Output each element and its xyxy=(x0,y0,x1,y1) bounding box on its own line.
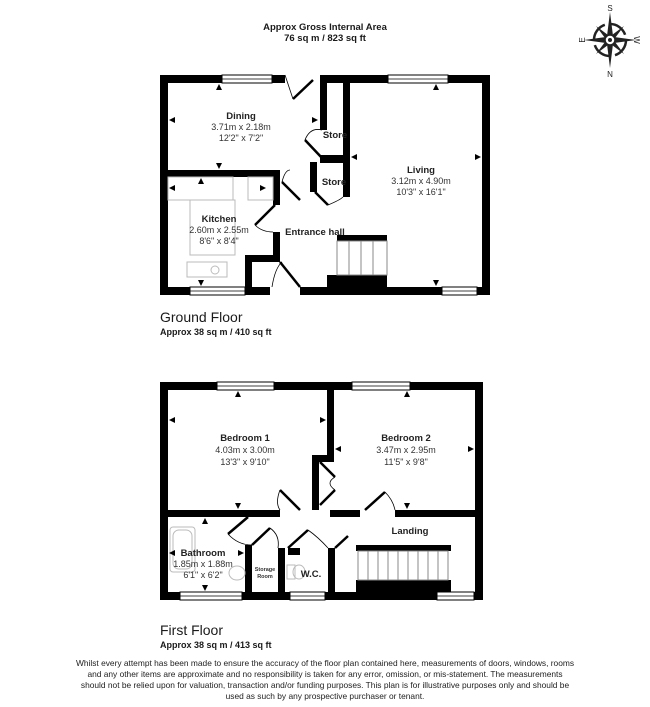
svg-text:N: N xyxy=(607,70,613,79)
svg-text:Bedroom 2: Bedroom 2 xyxy=(381,433,431,444)
svg-text:Kitchen: Kitchen xyxy=(201,214,237,225)
svg-text:W: W xyxy=(632,36,641,44)
room-living xyxy=(391,165,451,197)
svg-text:3.47m x 2.95m: 3.47m x 2.95m xyxy=(376,445,436,455)
room-bathroom xyxy=(173,548,233,580)
first-floor-title: First Floor xyxy=(160,622,223,638)
room-store-lower xyxy=(322,177,346,188)
compass-rose-icon xyxy=(578,4,641,79)
svg-text:13'3" x 9'10": 13'3" x 9'10" xyxy=(220,457,270,467)
svg-text:E: E xyxy=(578,37,587,43)
svg-text:Store: Store xyxy=(322,130,348,141)
ground-floor-area: Approx 38 sq m / 410 sq ft xyxy=(160,327,272,337)
svg-text:Dining: Dining xyxy=(226,111,256,122)
svg-text:2.60m x 2.55m: 2.60m x 2.55m xyxy=(189,225,249,235)
svg-text:Store: Store xyxy=(321,177,347,188)
gross-area-title: Approx Gross Internal Area xyxy=(263,22,387,33)
svg-text:8'6" x 8'4": 8'6" x 8'4" xyxy=(199,236,239,246)
svg-text:Storage: Storage xyxy=(254,567,276,573)
room-bedroom-2 xyxy=(376,433,436,467)
svg-text:Bathroom: Bathroom xyxy=(180,548,226,559)
svg-text:3.12m x 4.90m: 3.12m x 4.90m xyxy=(391,176,451,186)
svg-text:Entrance hall: Entrance hall xyxy=(285,227,345,238)
disclaimer-text: Whilst every attempt has been made to ensure the accuracy of the floor plan contained here, measurements of doors, windows, rooms and any other items are approximate and no responsibility is taken for any error, omission, or mis-statement. The measurements should not be relied upon for valuation, transaction and/or funding purposes. This plan is for illustrative purposes only and should be used as such by any prospective purchaser or tenant. xyxy=(75,658,575,701)
svg-text:Living: Living xyxy=(407,165,435,176)
room-storage xyxy=(255,567,275,580)
compass-label-s: S xyxy=(607,4,613,13)
svg-text:12'2" x 7'2": 12'2" x 7'2" xyxy=(218,133,264,143)
svg-text:11'5" x 9'8": 11'5" x 9'8" xyxy=(384,457,428,467)
svg-text:Landing: Landing xyxy=(391,526,429,537)
svg-text:10'3" x 16'1": 10'3" x 16'1" xyxy=(396,187,446,197)
room-landing xyxy=(392,526,429,537)
svg-text:1.85m x 1.88m: 1.85m x 1.88m xyxy=(173,559,233,569)
room-store-upper xyxy=(323,130,347,141)
svg-text:W.C.: W.C. xyxy=(300,569,322,580)
room-wc xyxy=(301,569,322,580)
svg-text:3.71m x 2.18m: 3.71m x 2.18m xyxy=(211,122,271,132)
svg-text:4.03m x 3.00m: 4.03m x 3.00m xyxy=(215,445,275,455)
room-entrance-hall xyxy=(285,227,345,238)
svg-text:Room: Room xyxy=(257,574,273,580)
room-dining xyxy=(211,111,271,143)
gross-area-value: 76 sq m / 823 sq ft xyxy=(284,33,366,44)
ground-floor-title: Ground Floor xyxy=(160,309,243,325)
svg-text:6'1" x 6'2": 6'1" x 6'2" xyxy=(183,570,223,580)
first-floor-area: Approx 38 sq m / 413 sq ft xyxy=(160,640,272,650)
room-bedroom-1 xyxy=(215,433,275,467)
svg-text:Bedroom 1: Bedroom 1 xyxy=(220,433,270,444)
room-kitchen xyxy=(189,214,249,246)
